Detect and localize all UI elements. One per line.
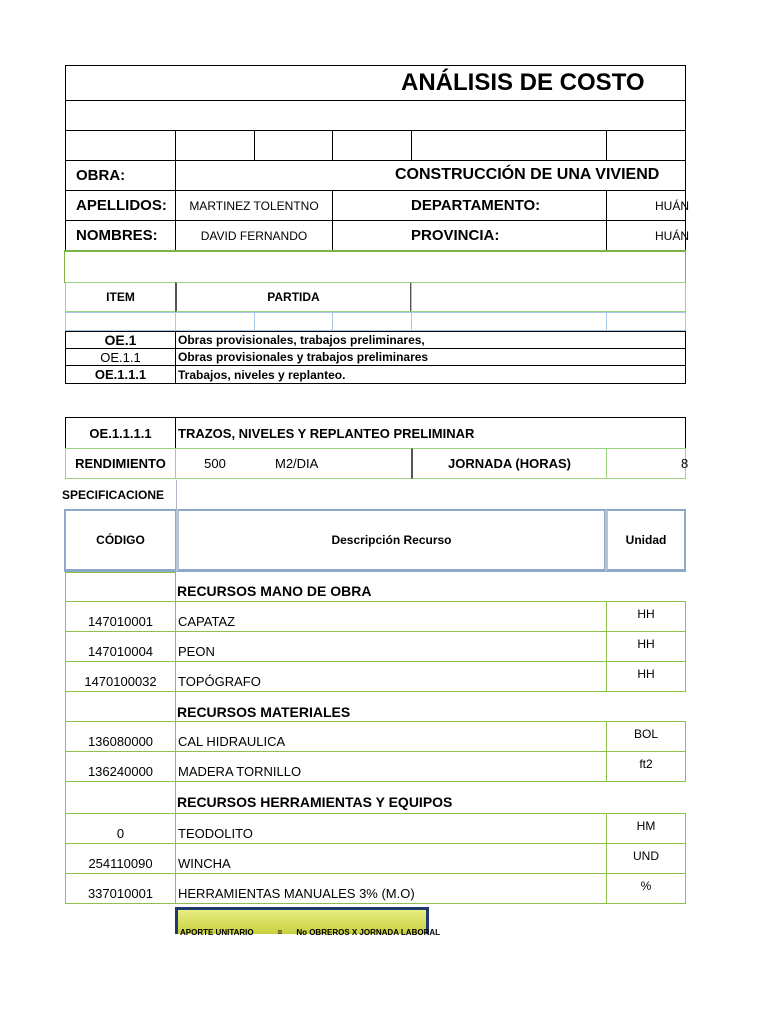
- resource-code: 337010001: [65, 873, 176, 904]
- obra-label: OBRA:: [65, 160, 176, 191]
- group-title: RECURSOS MATERIALES: [177, 704, 351, 720]
- resource-unit: UND: [606, 843, 686, 874]
- hierarchy-code: OE.1.1.1: [65, 365, 176, 384]
- empty-cell: [175, 130, 255, 161]
- item-header: ITEM: [65, 282, 176, 312]
- codigo-header: CÓDIGO: [64, 509, 177, 572]
- partida-header: PARTIDA: [175, 282, 412, 312]
- empty-cell: [332, 130, 412, 161]
- jornada-value: 8: [606, 448, 686, 479]
- group-code-cell: [65, 781, 176, 814]
- resource-unit: %: [606, 873, 686, 904]
- resource-unit: HH: [606, 631, 686, 662]
- partida-name: TRAZOS, NIVELES Y REPLANTEO PRELIMINAR: [175, 417, 686, 449]
- aporte-note-left: APORTE UNITARIO: [180, 928, 254, 937]
- aporte-note-box: [175, 907, 441, 937]
- resource-code: 147010001: [65, 601, 176, 632]
- jornada-label: JORNADA (HORAS): [411, 448, 607, 479]
- descripcion-header: Descripción Recurso: [176, 509, 606, 572]
- empty-cell: [411, 130, 607, 161]
- aporte-note-right: No OBREROS X JORNADA LABORAL: [296, 928, 441, 937]
- resource-code: 136240000: [65, 751, 176, 782]
- nombres-value: DAVID FERNANDO: [175, 220, 333, 251]
- resource-unit: ft2: [606, 751, 686, 782]
- apellidos-label: APELLIDOS:: [65, 190, 176, 221]
- hierarchy-desc: Obras provisionales, trabajos preliminares,: [175, 331, 686, 349]
- resource-unit: HH: [606, 601, 686, 632]
- group-code-cell: [65, 691, 176, 722]
- resource-desc: PEON: [175, 631, 607, 662]
- resource-desc: CAL HIDRAULICA: [175, 721, 607, 752]
- departamento-value: HUÁN: [606, 190, 686, 221]
- blue-divider: [254, 312, 255, 331]
- blue-row: [65, 312, 686, 331]
- resource-unit: BOL: [606, 721, 686, 752]
- resource-code: 136080000: [65, 721, 176, 752]
- rendimiento-label: RENDIMIENTO: [65, 448, 176, 479]
- apellidos-value: MARTINEZ TOLENTNO: [175, 190, 333, 221]
- partida-code: OE.1.1.1.1: [65, 417, 176, 449]
- blue-divider: [332, 312, 333, 331]
- partida-extra-cell: [411, 282, 686, 312]
- hierarchy-code: OE.1.1: [65, 348, 176, 366]
- specs-divider: [176, 480, 177, 512]
- page-title: ANÁLISIS DE COSTO: [401, 69, 645, 96]
- hierarchy-code: OE.1: [65, 331, 176, 349]
- aporte-note-eq: =: [277, 928, 283, 937]
- blue-divider: [411, 312, 412, 331]
- provincia-value: HUÁN: [606, 220, 686, 251]
- empty-cell: [65, 130, 176, 161]
- resource-desc: WINCHA: [175, 843, 607, 874]
- nombres-label: NOMBRES:: [65, 220, 176, 251]
- blank-row: [65, 100, 686, 131]
- group-code-cell: [65, 572, 176, 602]
- separator-row: [64, 250, 686, 283]
- group-title: RECURSOS HERRAMIENTAS Y EQUIPOS: [177, 794, 453, 810]
- resource-code: 254110090: [65, 843, 176, 874]
- unidad-header: Unidad: [605, 509, 686, 572]
- empty-cell: [254, 130, 333, 161]
- resource-desc: TEODOLITO: [175, 813, 607, 844]
- specs-label: SPECIFICACIONE: [62, 488, 165, 502]
- resource-desc: HERRAMIENTAS MANUALES 3% (M.O): [175, 873, 607, 904]
- resource-unit: HH: [606, 661, 686, 692]
- resource-code: 147010004: [65, 631, 176, 662]
- resource-unit: HM: [606, 813, 686, 844]
- hierarchy-desc: Obras provisionales y trabajos preliminares: [175, 348, 686, 366]
- rendimiento-unit: M2/DIA: [275, 455, 319, 471]
- resource-desc: TOPÓGRAFO: [175, 661, 607, 692]
- resource-desc: CAPATAZ: [175, 601, 607, 632]
- resource-code: 1470100032: [65, 661, 176, 692]
- hierarchy-desc: Trabajos, niveles y replanteo.: [175, 365, 686, 384]
- rendimiento-value: 500: [204, 455, 226, 471]
- resource-code: 0: [65, 813, 176, 844]
- resource-desc: MADERA TORNILLO: [175, 751, 607, 782]
- obra-value: CONSTRUCCIÓN DE UNA VIVIEND: [395, 166, 660, 183]
- provincia-label: PROVINCIA:: [332, 220, 607, 251]
- empty-cell: [606, 130, 686, 161]
- blue-divider: [606, 312, 607, 331]
- departamento-label: DEPARTAMENTO:: [332, 190, 607, 221]
- group-title: RECURSOS MANO DE OBRA: [177, 583, 372, 599]
- blue-divider: [175, 312, 176, 331]
